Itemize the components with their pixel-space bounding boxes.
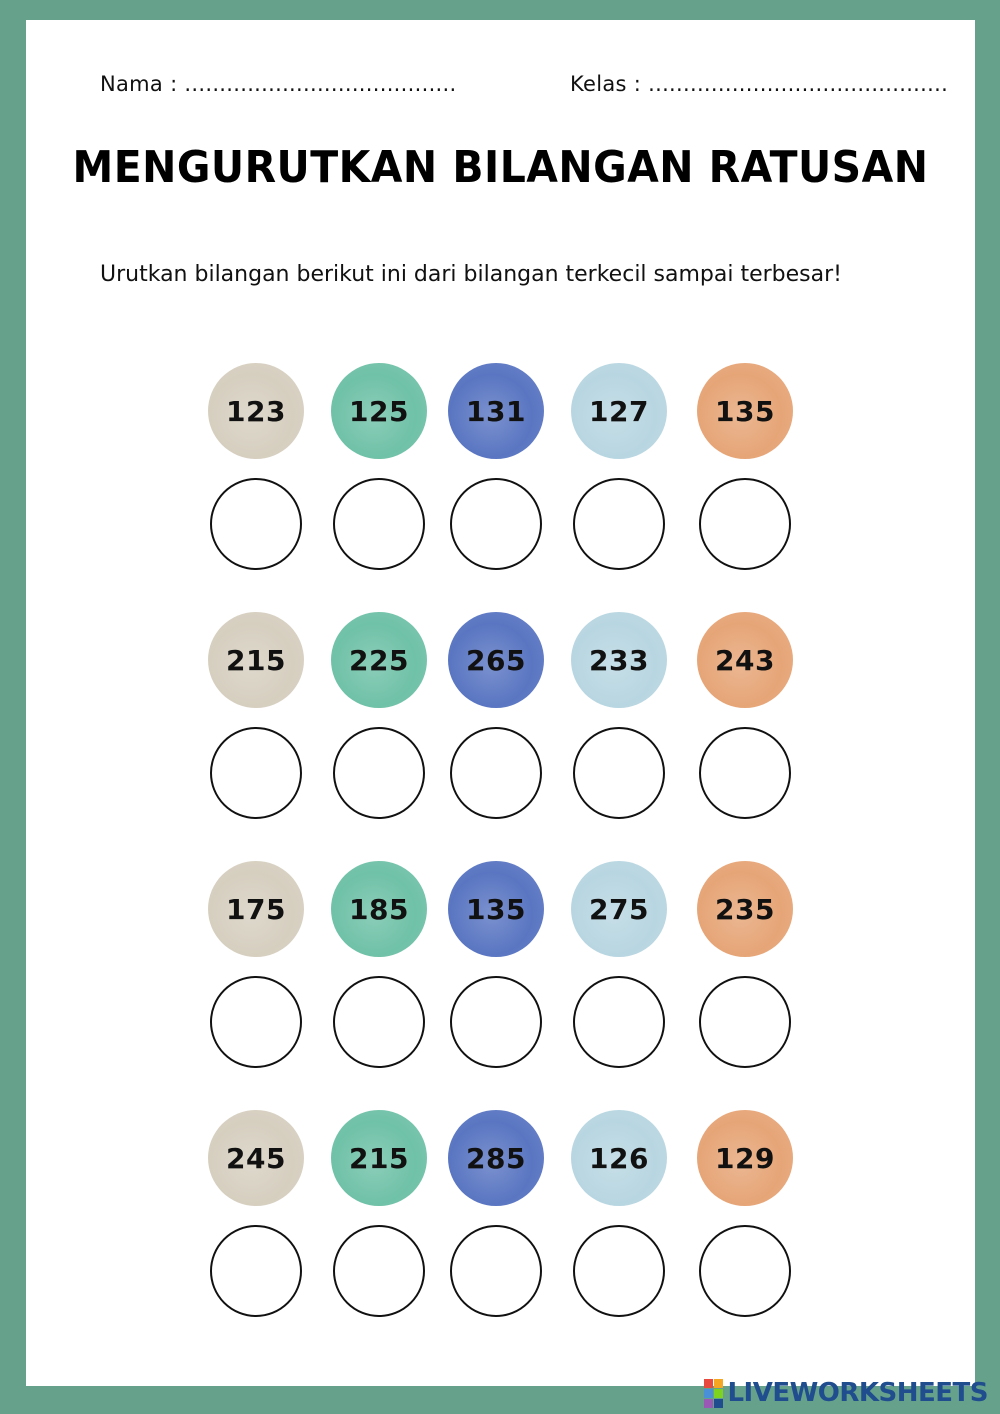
number-bubble	[331, 1110, 427, 1206]
answer-circle[interactable]	[450, 1225, 542, 1317]
number-bubble	[208, 363, 304, 459]
name-field[interactable]: Nama : .......................................	[100, 72, 457, 96]
number-bubble	[697, 363, 793, 459]
answer-circle[interactable]	[210, 1225, 302, 1317]
liveworksheets-logo	[704, 1378, 988, 1408]
number-bubble	[571, 363, 667, 459]
number-value: 129	[715, 1141, 775, 1175]
number-value: 123	[226, 394, 286, 428]
number-value: 126	[589, 1141, 649, 1175]
number-bubble	[331, 861, 427, 957]
number-value: 245	[226, 1141, 286, 1175]
answer-circle[interactable]	[333, 1225, 425, 1317]
number-value: 135	[715, 394, 775, 428]
number-value: 127	[589, 394, 649, 428]
number-bubble	[208, 612, 304, 708]
answer-circle[interactable]	[699, 1225, 791, 1317]
exercise-set	[26, 363, 975, 583]
exercise-set	[26, 1110, 975, 1330]
answer-circle[interactable]	[450, 478, 542, 570]
number-bubble	[448, 612, 544, 708]
number-value: 215	[349, 1141, 409, 1175]
number-value: 275	[589, 892, 649, 926]
exercise-set	[26, 612, 975, 832]
logo-text: LIVEWORKSHEETS	[727, 1378, 988, 1408]
answer-circle[interactable]	[699, 727, 791, 819]
worksheet-page	[26, 20, 975, 1386]
class-field[interactable]: Kelas : ...........................................	[570, 72, 949, 96]
liveworksheets-logo-icon	[704, 1379, 723, 1408]
number-bubble	[571, 861, 667, 957]
answer-circle[interactable]	[210, 727, 302, 819]
page-title: MENGURUTKAN BILANGAN RATUSAN	[72, 142, 929, 193]
answer-circle[interactable]	[210, 478, 302, 570]
number-value: 185	[349, 892, 409, 926]
number-value: 175	[226, 892, 286, 926]
answer-circle[interactable]	[210, 976, 302, 1068]
number-value: 125	[349, 394, 409, 428]
answer-circle[interactable]	[333, 478, 425, 570]
instruction-text: Urutkan bilangan berikut ini dari bilangan terkecil sampai terbesar!	[100, 262, 842, 287]
number-value: 235	[715, 892, 775, 926]
number-bubble	[697, 1110, 793, 1206]
answer-circle[interactable]	[573, 976, 665, 1068]
answer-circle[interactable]	[573, 727, 665, 819]
number-bubble	[448, 1110, 544, 1206]
answer-circle[interactable]	[699, 976, 791, 1068]
number-value: 225	[349, 643, 409, 677]
number-bubble	[208, 861, 304, 957]
number-value: 215	[226, 643, 286, 677]
answer-circle[interactable]	[333, 727, 425, 819]
number-bubble	[448, 363, 544, 459]
number-bubble	[448, 861, 544, 957]
answer-circle[interactable]	[450, 727, 542, 819]
number-bubble	[697, 861, 793, 957]
exercise-set	[26, 861, 975, 1081]
number-value: 135	[466, 892, 526, 926]
answer-circle[interactable]	[573, 478, 665, 570]
number-value: 243	[715, 643, 775, 677]
number-bubble	[571, 612, 667, 708]
number-bubble	[697, 612, 793, 708]
number-bubble	[571, 1110, 667, 1206]
answer-circle[interactable]	[699, 478, 791, 570]
number-value: 285	[466, 1141, 526, 1175]
answer-circle[interactable]	[573, 1225, 665, 1317]
number-bubble	[331, 612, 427, 708]
number-bubble	[208, 1110, 304, 1206]
number-value: 131	[466, 394, 526, 428]
answer-circle[interactable]	[333, 976, 425, 1068]
number-value: 265	[466, 643, 526, 677]
number-value: 233	[589, 643, 649, 677]
number-bubble	[331, 363, 427, 459]
answer-circle[interactable]	[450, 976, 542, 1068]
